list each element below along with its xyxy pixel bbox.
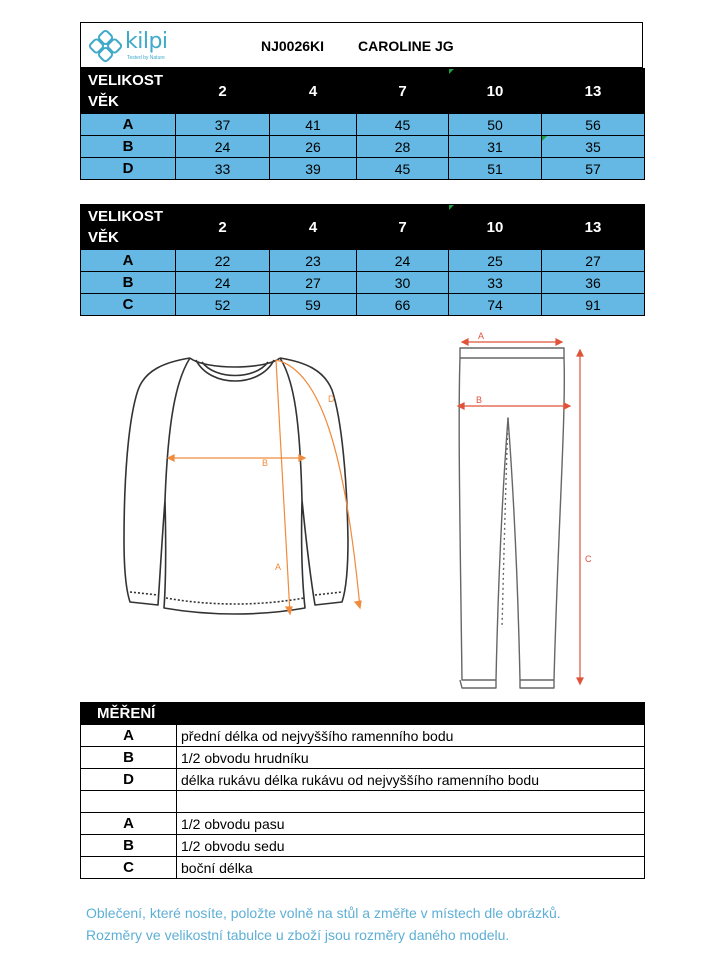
measure-desc: 1/2 obvodu pasu bbox=[177, 813, 645, 835]
table-header-row bbox=[81, 69, 645, 114]
table-cell: 36 bbox=[542, 272, 645, 294]
table-cell: 24 bbox=[176, 136, 270, 158]
table-cell: 23 bbox=[270, 250, 357, 272]
size-age-label bbox=[81, 69, 176, 114]
kilpi-knot-icon bbox=[89, 29, 123, 63]
shirt-label-b: B bbox=[262, 458, 269, 468]
measure-desc: přední délka od nejvyššího ramenního bodu bbox=[177, 725, 645, 747]
table-cell: 74 bbox=[449, 294, 542, 316]
age-label: VĚK bbox=[88, 229, 119, 246]
table-row bbox=[81, 294, 645, 316]
measure-key bbox=[81, 791, 177, 813]
product-code: NJ0026KI bbox=[261, 38, 325, 54]
table-cell: 27 bbox=[542, 250, 645, 272]
table-cell: 45 bbox=[357, 158, 449, 180]
table-row bbox=[81, 769, 645, 791]
product-name: CAROLINE JG bbox=[358, 38, 454, 54]
measure-key: B bbox=[81, 835, 177, 857]
size-header: 10 bbox=[449, 69, 542, 114]
table-row bbox=[81, 835, 645, 857]
table-row bbox=[81, 857, 645, 879]
logo-tagline: Tested by Nature bbox=[127, 55, 165, 61]
table-cell: 56 bbox=[542, 114, 645, 136]
size-header: 2 bbox=[176, 69, 270, 114]
size-header: 13 bbox=[542, 69, 645, 114]
measure-key: D bbox=[81, 769, 177, 791]
pants-label-c: C bbox=[585, 554, 592, 564]
shirt-label-a: A bbox=[275, 562, 282, 572]
measure-key: B bbox=[81, 747, 177, 769]
table-cell: 31 bbox=[449, 136, 542, 158]
table-cell: 66 bbox=[357, 294, 449, 316]
table-cell: 24 bbox=[176, 272, 270, 294]
size-header: 4 bbox=[270, 69, 357, 114]
size-table-top bbox=[80, 68, 645, 180]
table-row bbox=[81, 114, 645, 136]
size-age-label bbox=[81, 205, 176, 250]
table-cell: 37 bbox=[176, 114, 270, 136]
pants-label-b: B bbox=[476, 395, 483, 405]
table-row-empty bbox=[81, 791, 645, 813]
table-cell: 33 bbox=[176, 158, 270, 180]
table-cell: 30 bbox=[357, 272, 449, 294]
comment-marker bbox=[449, 205, 454, 210]
table-cell: 50 bbox=[449, 114, 542, 136]
table-cell: 45 bbox=[357, 114, 449, 136]
table-cell: 59 bbox=[270, 294, 357, 316]
table-cell: 26 bbox=[270, 136, 357, 158]
note-line-1: Oblečení, které nosíte, položte volně na stůl a změřte v místech dle obrázků. bbox=[86, 905, 561, 921]
shirt-diagram bbox=[110, 340, 380, 630]
table-row bbox=[81, 725, 645, 747]
table-cell: 57 bbox=[542, 158, 645, 180]
table-cell: 28 bbox=[357, 136, 449, 158]
size-table-bottom bbox=[80, 204, 645, 316]
table-cell: 91 bbox=[542, 294, 645, 316]
size-label: VELIKOST bbox=[88, 72, 164, 89]
row-label: A bbox=[81, 114, 176, 136]
table-cell: 24 bbox=[357, 250, 449, 272]
table-cell: 35 bbox=[542, 136, 645, 158]
size-header: 10 bbox=[449, 205, 542, 250]
table-cell: 25 bbox=[449, 250, 542, 272]
measurements-title: MĚŘENÍ bbox=[81, 703, 177, 725]
row-label: B bbox=[81, 136, 176, 158]
table-cell: 52 bbox=[176, 294, 270, 316]
table-cell: 41 bbox=[270, 114, 357, 136]
table-row bbox=[81, 747, 645, 769]
measure-desc: 1/2 obvodu sedu bbox=[177, 835, 645, 857]
size-header: 13 bbox=[542, 205, 645, 250]
row-label: C bbox=[81, 294, 176, 316]
table-cell: 51 bbox=[449, 158, 542, 180]
table-header-row bbox=[81, 205, 645, 250]
pants-diagram bbox=[446, 328, 606, 690]
header-box bbox=[80, 22, 643, 68]
table-row bbox=[81, 272, 645, 294]
shirt-label-d: D bbox=[328, 394, 335, 404]
table-row bbox=[81, 250, 645, 272]
measure-desc: boční délka bbox=[177, 857, 645, 879]
measure-desc bbox=[177, 791, 645, 813]
measure-key: A bbox=[81, 813, 177, 835]
kilpi-logo bbox=[87, 27, 179, 65]
measure-key: C bbox=[81, 857, 177, 879]
table-cell: 22 bbox=[176, 250, 270, 272]
measure-desc: 1/2 obvodu hrudníku bbox=[177, 747, 645, 769]
row-label: D bbox=[81, 158, 176, 180]
measurements-table bbox=[80, 702, 645, 879]
pants-label-a: A bbox=[478, 331, 485, 341]
comment-marker bbox=[542, 136, 547, 141]
row-label: A bbox=[81, 250, 176, 272]
row-label: B bbox=[81, 272, 176, 294]
note-line-2: Rozměry ve velikostní tabulce u zboží jsou rozměry daného modelu. bbox=[86, 927, 510, 943]
size-label: VELIKOST bbox=[88, 208, 164, 225]
size-header: 7 bbox=[357, 205, 449, 250]
comment-marker bbox=[449, 69, 454, 74]
age-label: VĚK bbox=[88, 93, 119, 110]
table-cell: 27 bbox=[270, 272, 357, 294]
table-row bbox=[81, 813, 645, 835]
measurements-header bbox=[81, 703, 645, 725]
table-cell: 33 bbox=[449, 272, 542, 294]
table-row bbox=[81, 158, 645, 180]
size-header: 4 bbox=[270, 205, 357, 250]
measure-key: A bbox=[81, 725, 177, 747]
table-row bbox=[81, 136, 645, 158]
table-cell: 39 bbox=[270, 158, 357, 180]
logo-wordmark: kilpi bbox=[125, 29, 168, 54]
size-header: 2 bbox=[176, 205, 270, 250]
size-header: 7 bbox=[357, 69, 449, 114]
measure-desc: délka rukávu délka rukávu od nejvyššího ramenního bodu bbox=[177, 769, 645, 791]
